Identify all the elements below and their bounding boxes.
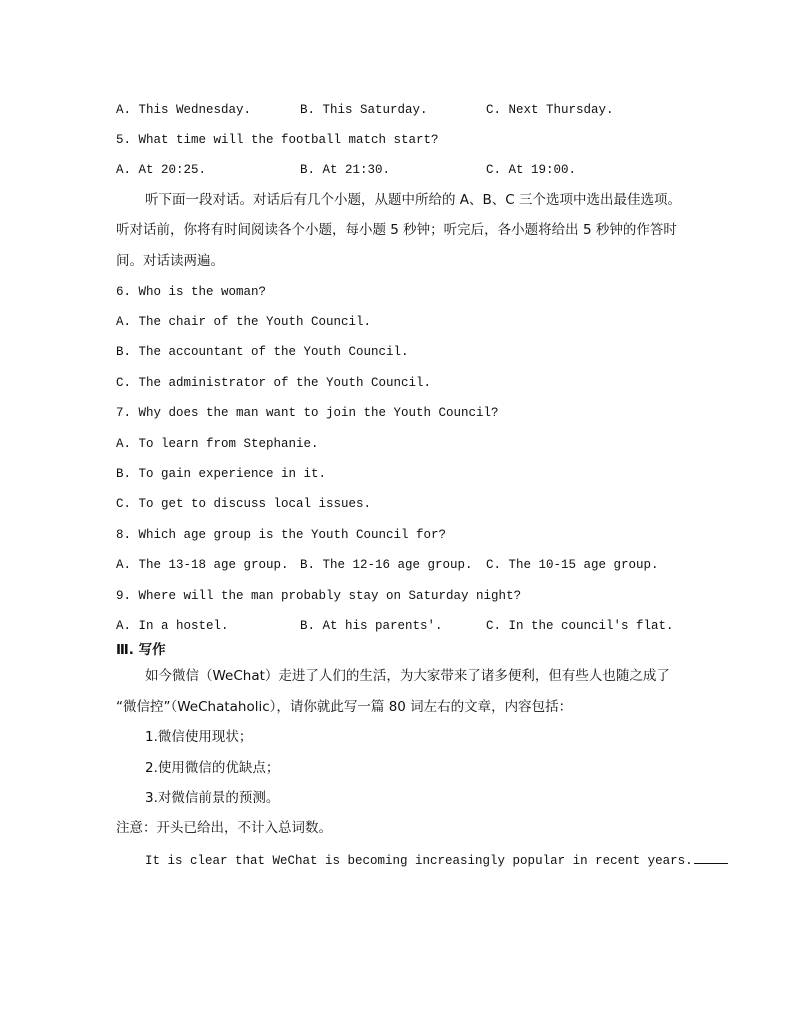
- q6-option-c: C. The administrator of the Youth Council.: [116, 376, 432, 390]
- writing-prompt-line-2: “微信控”（WeChataholic），请你就此写一篇 80 词左右的文章，内容包括：: [116, 699, 573, 715]
- q6-question: 6. Who is the woman?: [116, 285, 267, 299]
- q7-option-a: A. To learn from Stephanie.: [116, 437, 319, 451]
- instructions-line-1: 听下面一段对话。对话后有几个小题，从题中所给的 A、B、C 三个选项中选出最佳选项。: [145, 192, 682, 208]
- q7-option-c: C. To get to discuss local issues.: [116, 497, 372, 511]
- writing-point-2: 2.使用微信的优缺点；: [145, 760, 280, 776]
- instructions-line-2: 听对话前，你将有时间阅读各个小题，每小题 5 秒钟；听完后，各小题将给出 5 秒钟的作答时: [116, 222, 677, 238]
- q8-question: 8. Which age group is the Youth Council for?: [116, 528, 447, 542]
- q5-option-a: A. At 20:25.: [116, 163, 207, 177]
- q8-option-c: C. The 10-15 age group.: [486, 558, 659, 572]
- q5-option-b: B. At 21:30.: [300, 163, 391, 177]
- writing-section-title: Ⅲ. 写作: [116, 642, 166, 658]
- q7-question: 7. Why does the man want to join the Youth Council?: [116, 406, 499, 420]
- q9-option-a: A. In a hostel.: [116, 619, 229, 633]
- q6-option-a: A. The chair of the Youth Council.: [116, 315, 372, 329]
- q5-question: 5. What time will the football match start?: [116, 133, 439, 147]
- q5-option-c: C. At 19:00.: [486, 163, 577, 177]
- writing-opening-text: It is clear that WeChat is becoming increasingly popular in recent years.: [145, 854, 693, 868]
- writing-point-1: 1.微信使用现状；: [145, 729, 253, 745]
- q9-option-b: B. At his parents'.: [300, 619, 443, 633]
- instructions-line-3: 间。对话读两遍。: [116, 253, 224, 269]
- q8-option-b: B. The 12-16 age group.: [300, 558, 473, 572]
- writing-opening-line: [145, 851, 728, 869]
- q9-question: 9. Where will the man probably stay on Saturday night?: [116, 589, 522, 603]
- q4-option-c: C. Next Thursday.: [486, 103, 614, 117]
- answer-blank[interactable]: [694, 851, 728, 864]
- q8-option-a: A. The 13-18 age group.: [116, 558, 289, 572]
- q9-option-c: C. In the council's flat.: [486, 619, 674, 633]
- writing-prompt-line-1: 如今微信（WeChat）走进了人们的生活，为大家带来了诸多便利，但有些人也随之成了: [145, 668, 670, 684]
- q7-option-b: B. To gain experience in it.: [116, 467, 327, 481]
- q4-option-a: A. This Wednesday.: [116, 103, 252, 117]
- q6-option-b: B. The accountant of the Youth Council.: [116, 345, 409, 359]
- writing-note: 注意：开头已给出，不计入总词数。: [116, 820, 332, 836]
- writing-point-3: 3.对微信前景的预测。: [145, 790, 280, 806]
- q4-option-b: B. This Saturday.: [300, 103, 428, 117]
